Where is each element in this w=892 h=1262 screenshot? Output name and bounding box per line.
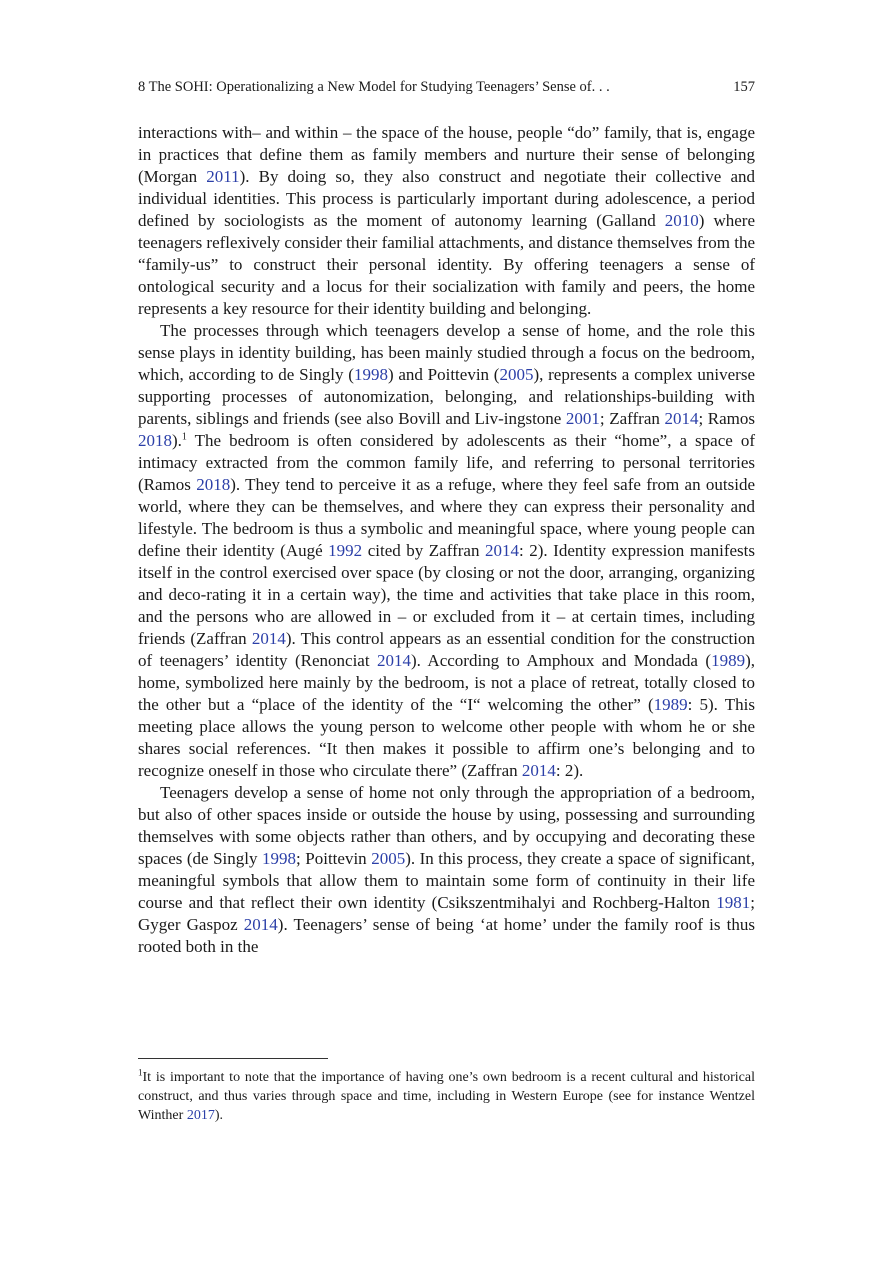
text-run: It is important to note that the importance of having one’s own bedroom is a recent cultural and historical construct, and thus varies through space and time, including in Western Europe (see for instance Wentzel Winther: [138, 1070, 755, 1123]
citation-link[interactable]: 2014: [484, 541, 519, 560]
text-run: ) where teenagers reflexively consider their familial attachments, and distance themselves from the “family-us” to construct their personal identity. By offering teenagers a sense of ontological security and a locus for their socialization with family and peers, the home represents a key resource for their identity building and belonging.: [138, 211, 755, 318]
text-run: ).: [172, 431, 182, 450]
citation-link[interactable]: 1992: [328, 541, 363, 560]
citation-link[interactable]: 2014: [243, 915, 278, 934]
citation-link[interactable]: 1981: [716, 893, 751, 912]
citation-link[interactable]: 2001: [565, 409, 600, 428]
body-text: [138, 122, 755, 958]
paragraph: [138, 122, 755, 320]
text-run: ; Ramos: [698, 409, 755, 428]
citation-link[interactable]: 1998: [262, 849, 297, 868]
text-run: : 5). This meeting place allows the young person to welcome other people with whom he or she shares social references. “It then makes it possible to affirm one’s belonging and to recognize oneself in those who circulate there” (Zaffran: [138, 695, 755, 780]
text-run: ; Poittevin: [296, 849, 372, 868]
citation-link[interactable]: 1998: [353, 365, 388, 384]
running-head: [138, 77, 755, 97]
paragraph: [138, 320, 755, 782]
text-run: ). Teenagers’ sense of being ‘at home’ under the family roof is thus rooted both in the: [138, 915, 755, 956]
text-run: ). In this process, they create a space of significant, meaningful symbols that allow them to maintain some form of continuity in their life course and that reflect their own identity (Csikszentmihalyi and Rochberg-Halton: [138, 849, 755, 912]
text-run: : 2). Identity expression manifests itself in the control exercised over space (by closing or not the door, arranging, organizing and deco-rating it in a certain way), the time and activities that take place in this room, and the persons who are allowed in – or excluded from it – at certain times, including friends (Zaffran: [138, 541, 755, 648]
citation-link[interactable]: 2005: [499, 365, 534, 384]
text-run: ).: [214, 1108, 223, 1123]
text-run: ). According to Amphoux and Mondada (: [411, 651, 712, 670]
citation-link[interactable]: 2014: [664, 409, 699, 428]
citation-link[interactable]: 1989: [711, 651, 746, 670]
citation-link[interactable]: 1989: [653, 695, 688, 714]
citation-link[interactable]: 2014: [377, 651, 412, 670]
text-run: interactions with– and within – the space of the house, people “do” family, that is, engage in practices that define them as family members and nurture their sense of belonging (Morgan: [138, 123, 755, 186]
text-run: ; Zaffran: [599, 409, 665, 428]
text-run: ; Gyger Gaspoz: [138, 893, 755, 934]
paragraph: [138, 782, 755, 958]
text-run: ). They tend to perceive it as a refuge, where they feel safe from an outside world, where they can be themselves, and where they can express their personality and lifestyle. The bedroom is thus a symbolic and meaningful space, where young people can define their identity (Augé: [138, 475, 756, 560]
citation-link[interactable]: 2014: [251, 629, 286, 648]
citation-link[interactable]: 2018: [138, 431, 172, 450]
citation-link[interactable]: 2017: [186, 1108, 215, 1123]
chapter-title: 8 The SOHI: Operationalizing a New Model for Studying Teenagers’ Sense of. . .: [138, 79, 610, 95]
text-run: ). By doing so, they also construct and negotiate their collective and individual identities. This process is particularly important during adolescence, a period defined by sociologists as the moment of autonomy learning (Galland: [138, 167, 755, 230]
footnote-marker[interactable]: 1: [138, 1067, 143, 1078]
footnote-divider: [138, 1058, 328, 1059]
citation-link[interactable]: 2010: [664, 211, 699, 230]
text-run: Teenagers develop a sense of home not only through the appropriation of a bedroom, but also of other spaces inside or outside the house by using, possessing and surrounding themselves with some objects rather than others, and by occupying and decorating these spaces (de Singly: [138, 783, 755, 868]
text-run: ). This control appears as an essential condition for the construction of teenagers’ identity (Renonciat: [138, 629, 755, 670]
citation-link[interactable]: 2011: [206, 167, 240, 186]
text-run: ) and Poittevin (: [387, 365, 500, 384]
text-run: ), represents a complex universe supporting processes of autonomization, belonging, and relationships-building with parents, siblings and friends (see also Bovill and Liv-ingstone: [138, 365, 755, 428]
citation-link[interactable]: 2018: [196, 475, 231, 494]
citation-link[interactable]: 2014: [521, 761, 556, 780]
text-run: ), home, symbolized here mainly by the bedroom, is not a place of retreat, totally closed to the other but a “place of the identity of the “I“ welcoming the other” (: [138, 651, 755, 714]
text-run: cited by Zaffran: [362, 541, 485, 560]
text-run: : 2).: [555, 761, 584, 780]
citation-link[interactable]: 2005: [371, 849, 406, 868]
page-number: 157: [733, 79, 755, 95]
text-run: The bedroom is often considered by adolescents as their “home”, a space of intimacy extracted from the common family life, and referring to personal territories (Ramos: [138, 431, 755, 494]
footnote-marker[interactable]: 1: [181, 431, 187, 443]
footnote: [138, 1068, 755, 1125]
text-run: The processes through which teenagers develop a sense of home, and the role this sense plays in identity building, has been mainly studied through a focus on the bedroom, which, according to de Singly (: [138, 321, 755, 384]
